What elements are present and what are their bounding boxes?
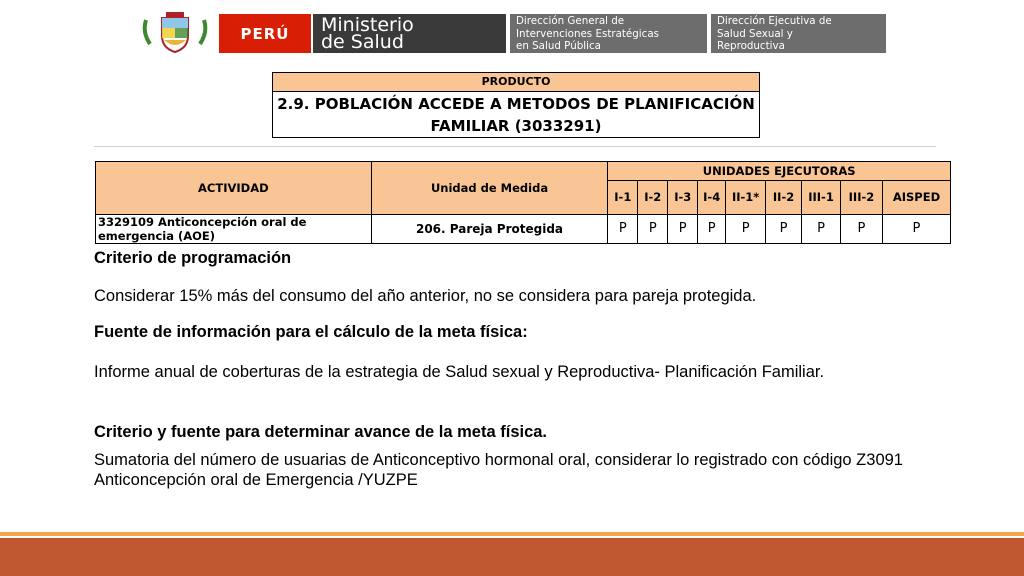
unit-header: III-1	[802, 181, 841, 214]
unit-header: I-2	[638, 181, 668, 214]
actividad-value	[96, 214, 372, 243]
unit-value: P	[668, 214, 698, 243]
footer-bar	[0, 538, 1024, 576]
activity-table	[95, 161, 951, 244]
direction-general-label	[510, 14, 707, 53]
unit-value: P	[841, 214, 883, 243]
direction2-line-1: Dirección Ejecutiva de	[717, 15, 832, 27]
avance-text: Sumatoria del número de usuarias de Anticonceptivo hormonal oral, considerar lo registrado con código Z3091 Anticoncepción oral de Emergencia /YUZPE	[94, 451, 903, 489]
criterio-title: Criterio de programación	[94, 249, 292, 267]
unit-value: P	[882, 214, 950, 243]
unit-header: III-2	[841, 181, 883, 214]
unit-header: I-3	[668, 181, 698, 214]
ministry-line-1: Ministerio	[321, 14, 414, 36]
direction2-line-3: Reproductiva	[717, 40, 785, 52]
footer-accent-bar	[0, 532, 1024, 536]
coat-of-arms-icon	[140, 10, 210, 56]
criterio-text: Considerar 15% más del consumo del año anterior, no se considera para pareja protegida.	[94, 287, 757, 305]
unit-value: P	[766, 214, 802, 243]
producto-label: PRODUCTO	[273, 73, 759, 92]
peru-logo	[219, 14, 311, 53]
producto-title	[273, 92, 759, 137]
direction1-line-3: en Salud Pública	[516, 40, 601, 52]
direction2-line-2: Salud Sexual y	[717, 27, 793, 40]
unit-value: P	[726, 214, 766, 243]
unit-value: P	[638, 214, 668, 243]
unit-value: P	[608, 214, 638, 243]
unit-header: I-1	[608, 181, 638, 214]
unit-header: I-4	[698, 181, 726, 214]
producto-box	[272, 72, 760, 138]
header-unidad-medida: Unidad de Medida	[371, 162, 608, 215]
actividad-line-2: emergencia (AOE)	[98, 228, 216, 243]
unit-header: AISPED	[882, 181, 950, 214]
avance-title: Criterio y fuente para determinar avance de la meta física.	[94, 423, 548, 441]
ministry-logo	[313, 14, 506, 53]
ministry-line-2: de Salud	[321, 31, 404, 53]
country-name: PERÚ	[240, 24, 290, 43]
header-unidades-ejecutoras: UNIDADES EJECUTORAS	[608, 162, 951, 181]
producto-title-line-2: FAMILIAR (3033291)	[430, 117, 602, 135]
divider	[94, 146, 936, 147]
direction1-line-1: Dirección General de	[516, 15, 625, 27]
unidad-value: 206. Pareja Protegida	[371, 214, 608, 243]
unit-header: II-1*	[726, 181, 766, 214]
actividad-line-1: 3329109 Anticoncepción oral de	[98, 214, 307, 229]
producto-title-line-1: 2.9. POBLACIÓN ACCEDE A METODOS DE PLANIFICACIÓN	[277, 95, 755, 113]
direction-executive-label	[711, 14, 886, 53]
table-row	[96, 214, 951, 243]
unit-value: P	[802, 214, 841, 243]
fuente-text: Informe anual de coberturas de la estrategia de Salud sexual y Reproductiva- Planificación Familiar.	[94, 363, 825, 381]
fuente-title: Fuente de información para el cálculo de la meta física:	[94, 323, 528, 341]
direction1-line-2: Intervenciones Estratégicas	[516, 27, 659, 40]
unit-header: II-2	[766, 181, 802, 214]
unit-value: P	[698, 214, 726, 243]
header-actividad: ACTIVIDAD	[96, 162, 372, 215]
